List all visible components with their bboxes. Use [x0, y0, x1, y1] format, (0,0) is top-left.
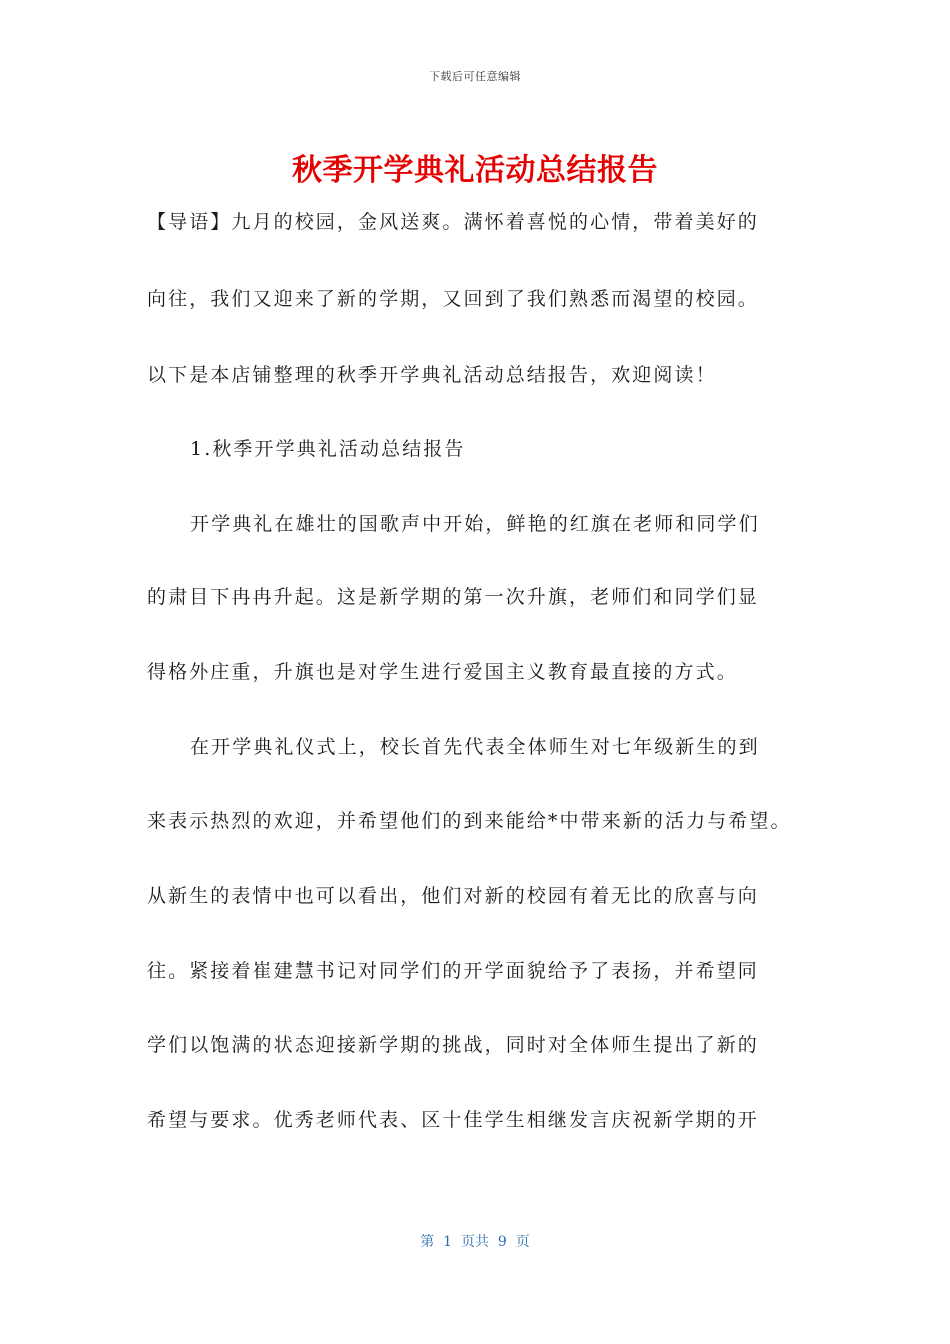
page-number-footer: 第 1 页共 9 页	[420, 1234, 530, 1250]
paragraph-2-line-5: 学们以饱满的状态迎接新学期的挑战，同时对全体师生提出了新的	[147, 1034, 759, 1056]
paragraph-2-line-3: 从新生的表情中也可以看出，他们对新的校园有着无比的欣喜与向	[147, 885, 759, 907]
intro-line-3: 以下是本店铺整理的秋季开学典礼活动总结报告，欢迎阅读！	[147, 364, 717, 386]
paragraph-1-line-1: 开学典礼在雄壮的国歌声中开始，鲜艳的红旗在老师和同学们	[190, 513, 760, 535]
paragraph-2-line-2: 来表示热烈的欢迎，并希望他们的到来能给*中带来新的活力与希望。	[147, 810, 792, 832]
section-heading: 1.秋季开学典礼活动总结报告	[190, 438, 466, 460]
paragraph-2-line-1: 在开学典礼仪式上，校长首先代表全体师生对七年级新生的到	[190, 736, 760, 758]
paragraph-1-line-3: 得格外庄重，升旗也是对学生进行爱国主义教育最直接的方式。	[147, 661, 738, 683]
paragraph-2-line-6: 希望与要求。优秀老师代表、区十佳学生相继发言庆祝新学期的开	[147, 1109, 759, 1131]
intro-line-1: 【导语】九月的校园，金风送爽。满怀着喜悦的心情，带着美好的	[147, 211, 759, 233]
intro-line-2: 向往，我们又迎来了新的学期，又回到了我们熟悉而渴望的校园。	[147, 288, 759, 310]
paragraph-1-line-2: 的肃目下冉冉升起。这是新学期的第一次升旗，老师们和同学们显	[147, 586, 759, 608]
header-note: 下载后可任意编辑	[429, 70, 521, 83]
document-title: 秋季开学典礼活动总结报告	[292, 153, 658, 188]
paragraph-2-line-4: 往。紧接着崔建慧书记对同学们的开学面貌给予了表扬，并希望同	[147, 960, 759, 982]
